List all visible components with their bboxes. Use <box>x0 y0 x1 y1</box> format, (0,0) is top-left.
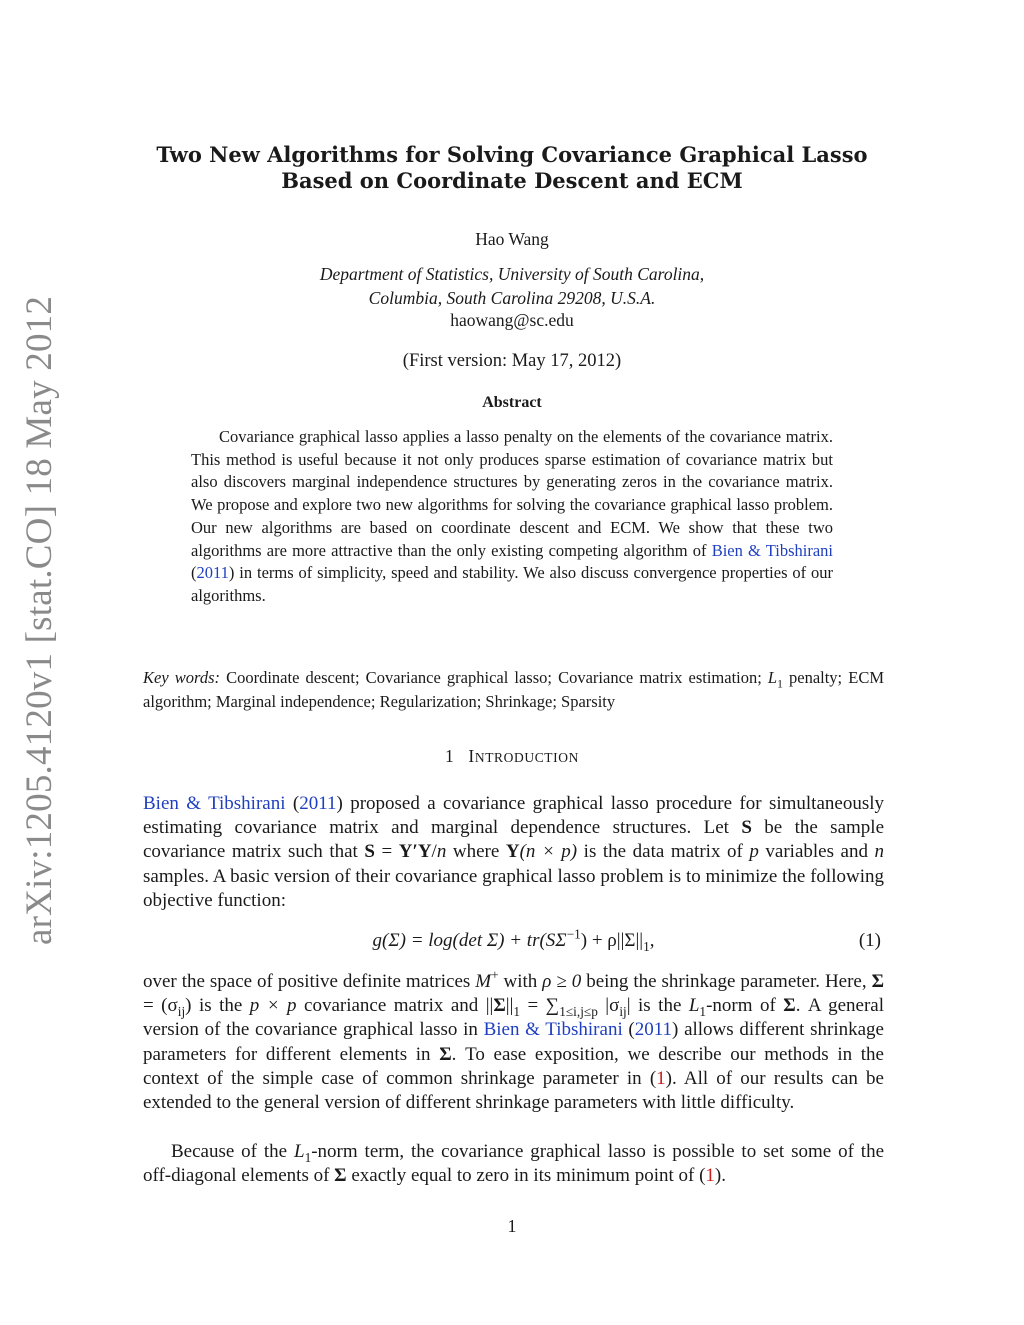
p3-text-1: Because of the <box>171 1141 294 1162</box>
p2-text-10: | is the <box>626 995 689 1017</box>
affiliation-line-1: Department of Statistics, University of South Carolina, <box>319 264 705 284</box>
p2-rho: ρ ≥ 0 <box>542 971 582 992</box>
p2-text-4: = (σ <box>143 995 178 1017</box>
equation-tail: , <box>649 930 655 951</box>
p2-ij: ij <box>177 1004 186 1019</box>
citation-link-authors[interactable]: Bien & Tibshirani <box>483 1019 623 1041</box>
author-name: Hao Wang <box>475 229 549 249</box>
keywords-label: Key words: <box>143 668 220 687</box>
keywords-l1-sub: 1 <box>777 678 783 691</box>
p2-m-plus: + <box>491 967 499 983</box>
p2-m: M <box>475 971 492 992</box>
section-title-initial: I <box>468 746 475 766</box>
p2-text-1: over the space of positive definite matrices <box>143 971 476 992</box>
abstract-body <box>191 426 833 608</box>
p3-sigma: Σ <box>334 1165 347 1187</box>
p1-text-2: be the sample covariance matrix such that <box>143 817 884 863</box>
p2-one: 1 <box>513 1004 521 1019</box>
p1-var-p: p <box>749 841 759 863</box>
title-line-2: Based on Coordinate Descent and ECM <box>281 168 743 193</box>
section-title-rest: NTRODUCTION <box>474 750 579 765</box>
equation-ref-link[interactable]: 1 <box>705 1165 715 1187</box>
p1-eq-slash: / <box>431 841 437 863</box>
section-heading <box>140 746 884 767</box>
paragraph-1 <box>143 792 884 913</box>
p2-pxp: p × p <box>249 995 297 1017</box>
p2-l-sub: 1 <box>699 1004 707 1019</box>
affiliation <box>140 262 884 310</box>
p2-sigma-2: Σ <box>493 995 506 1017</box>
title-line-1: Two New Algorithms for Solving Covariance Graphical Lasso <box>156 142 868 167</box>
p1-matrix-s: S <box>741 817 752 839</box>
equation-lhs: g(Σ) = log(det Σ) + tr(SΣ <box>372 930 567 951</box>
p2-text-11: -norm of <box>706 995 784 1017</box>
citation-link-year[interactable]: 2011 <box>634 1019 673 1041</box>
equation-sub: 1 <box>643 938 650 954</box>
abstract-cite-open: ( <box>191 563 197 583</box>
p2-ij-2: ij <box>619 1004 627 1019</box>
arxiv-stamp: arXiv:1205.4120v1 [stat.CO] 18 May 2012 <box>19 295 60 945</box>
citation-link-year[interactable]: 2011 <box>196 563 229 583</box>
paper-title <box>140 142 884 194</box>
p1-text-5: variables and <box>758 841 875 863</box>
citation-link-year[interactable]: 2011 <box>299 793 337 814</box>
p2-sigma: Σ <box>871 971 885 992</box>
p2-text-8: = ∑ <box>520 995 560 1017</box>
p2-sigma-3: Σ <box>783 995 796 1017</box>
p2-text-2: with <box>498 971 543 992</box>
p2-text-5: ) is the <box>185 995 250 1017</box>
p1-cite-open: ( <box>285 793 300 814</box>
equation-body <box>323 926 704 954</box>
abstract-heading: Abstract <box>482 394 542 411</box>
p1-text-6: samples. A basic version of their covariance graphical lasso problem is to minimize the following objective function: <box>143 865 884 911</box>
p1-eq-mid: = <box>374 841 399 863</box>
p2-text-3: being the shrinkage parameter. Here, <box>581 971 872 992</box>
abstract-text-b: ) in terms of simplicity, speed and stability. We also discuss convergence properties of our algorithms. <box>191 563 833 605</box>
author-email[interactable]: haowang@sc.edu <box>450 310 574 330</box>
equation-number: (1) <box>858 930 881 951</box>
p2-sigma-4: Σ <box>439 1043 452 1065</box>
citation-link-authors[interactable]: Bien & Tibshirani <box>143 793 286 814</box>
equation-ref-link[interactable]: 1 <box>656 1067 666 1089</box>
equation-1 <box>143 926 884 956</box>
p1-text-4: is the data matrix of <box>577 841 750 863</box>
p2-text-14: . To ease exposition, we describe our methods in the context of the simple case of common shrinkage parameter in ( <box>143 1043 884 1089</box>
equation-rhs: ) + ρ||Σ|| <box>580 930 644 951</box>
p3-text-2: -norm term, the covariance graphical lasso is possible to set some of the off-diagonal elements of <box>143 1141 884 1187</box>
p2-text-6: covariance matrix and || <box>296 995 494 1017</box>
equation-sup: −1 <box>566 926 581 942</box>
keywords-text-b: penalty; ECM algorithm; Marginal independence; Regularization; Shrinkage; Sparsity <box>143 668 885 711</box>
p3-l-sub: 1 <box>304 1149 312 1165</box>
p3-text-4: ). <box>714 1165 726 1187</box>
section-number: 1 <box>445 746 455 766</box>
first-version-date: (First version: May 17, 2012) <box>402 351 622 371</box>
p1-dims: (n × p) <box>519 841 578 863</box>
p3-l: L <box>294 1141 305 1162</box>
p3-text-3: exactly equal to zero in its minimum point of ( <box>346 1165 706 1187</box>
p2-text-12: . A general version of the covariance graphical lasso in <box>143 995 884 1041</box>
paragraph-2 <box>143 967 885 1115</box>
page-number: 1 <box>507 1216 517 1236</box>
p2-text-9: |σ <box>597 995 620 1017</box>
p1-text-3: where <box>446 841 506 863</box>
p1-eq-n: n <box>436 841 447 863</box>
p2-text-15: ). All of our results can be extended to the general version of different shrinkage parameters with little difficulty. <box>143 1067 884 1114</box>
keywords-l1: L <box>767 668 778 687</box>
affiliation-line-2: Columbia, South Carolina 29208, U.S.A. <box>368 288 656 308</box>
p2-cite-open: ( <box>622 1019 635 1041</box>
abstract-text-a: Covariance graphical lasso applies a lasso penalty on the elements of the covariance matrix. This method is useful because it not only produces sparse estimation of covariance matrix but also discovers marginal independence structures by generating zeros in the covariance matrix. We propose and explore two new algorithms for solving the covariance graphical lasso problem. Our new algorithms are based on coordinate descent and ECM. We show that these two algorithms are more attractive than the only existing competing algorithm of <box>191 427 833 560</box>
p2-text-7: || <box>505 995 514 1017</box>
p1-eq-lhs: S <box>364 841 375 863</box>
p1-matrix-y: Y <box>505 841 520 863</box>
keywords <box>143 666 884 714</box>
keywords-text-a: Coordinate descent; Covariance graphical lasso; Covariance matrix estimation; <box>220 668 768 687</box>
paragraph-3 <box>143 1140 884 1188</box>
p1-text-1: ) proposed a covariance graphical lasso procedure for simultaneously estimating covariance matrix and marginal dependence structures. Let <box>143 793 885 839</box>
p2-text-13: ) allows different shrinkage parameters for different elements in <box>143 1019 884 1065</box>
p2-sum-sub: 1≤i,j≤p <box>559 1004 598 1019</box>
citation-link-authors[interactable]: Bien & Tibshirani <box>711 540 833 560</box>
p1-var-n: n <box>874 841 884 863</box>
p2-l: L <box>688 995 700 1017</box>
p1-eq-y: Y′Y <box>398 841 432 863</box>
